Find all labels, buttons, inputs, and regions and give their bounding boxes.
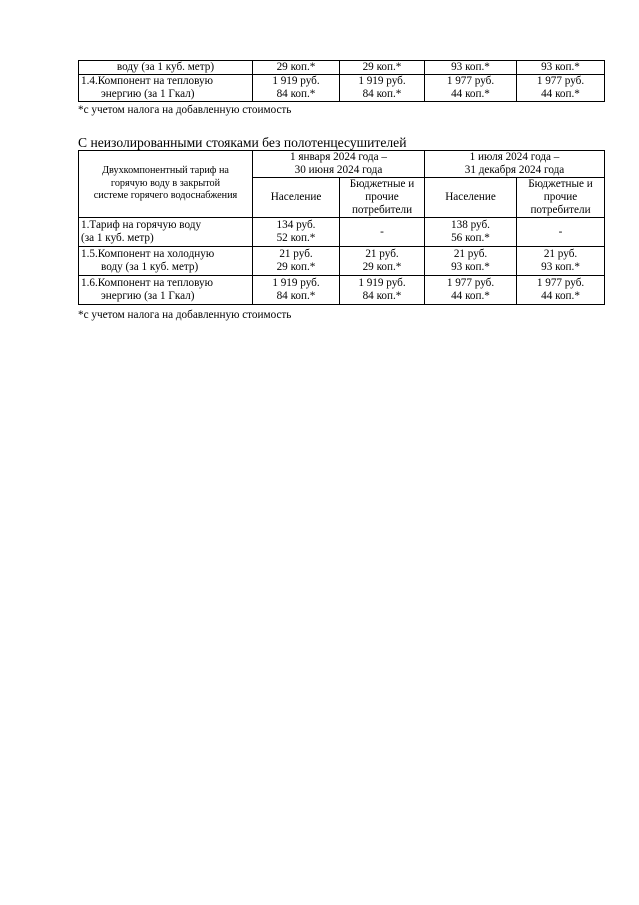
row-label: 1.6.Компонент на тепловую энергию (за 1 Гкал) (79, 276, 253, 305)
column-header: Бюджетные и прочие потребители (340, 178, 425, 218)
section-heading: С неизолированными стояками без полотенцесушителей (78, 135, 407, 150)
cell-value: 1 919 руб. 84 коп.* (340, 276, 425, 305)
cell-value: 1 977 руб. 44 коп.* (517, 276, 605, 305)
period-header: 1 июля 2024 года – 31 декабря 2024 года (425, 151, 605, 178)
table-row (79, 61, 605, 75)
tariff-table-continued (78, 60, 605, 102)
cell-value: 1 919 руб. 84 коп.* (253, 75, 340, 102)
tariff-table (78, 150, 605, 305)
row-label: 1.4.Компонент на тепловую энергию (за 1 Гкал) (79, 75, 253, 102)
column-header: Население (425, 178, 517, 218)
row-label: воду (за 1 куб. метр) (79, 61, 253, 75)
cell-value: 21 руб. 29 коп.* (340, 247, 425, 276)
table-row (79, 247, 605, 276)
period-header: 1 января 2024 года – 30 июня 2024 года (253, 151, 425, 178)
cell-value: 21 руб. 93 коп.* (517, 247, 605, 276)
cell-value: 1 919 руб. 84 коп.* (253, 276, 340, 305)
cell-value: - (340, 218, 425, 247)
cell-value: 93 коп.* (425, 61, 517, 75)
cell-value: 93 коп.* (517, 61, 605, 75)
table-row (79, 75, 605, 102)
row-label: 1.5.Компонент на холодную воду (за 1 куб. метр) (79, 247, 253, 276)
table-row (79, 218, 605, 247)
row-label: 1.Тариф на горячую воду (за 1 куб. метр) (79, 218, 253, 247)
cell-value: 21 руб. 93 коп.* (425, 247, 517, 276)
cell-value: - (517, 218, 605, 247)
header-row (79, 151, 605, 178)
footnote: *с учетом налога на добавленную стоимость (78, 309, 292, 321)
cell-value: 134 руб. 52 коп.* (253, 218, 340, 247)
cell-value: 21 руб. 29 коп.* (253, 247, 340, 276)
cell-value: 138 руб. 56 коп.* (425, 218, 517, 247)
footnote: *с учетом налога на добавленную стоимость (78, 104, 292, 116)
cell-value: 1 919 руб. 84 коп.* (340, 75, 425, 102)
corner-header: Двухкомпонентный тариф на горячую воду в закрытой системе горячего водоснабжения (79, 151, 253, 218)
column-header: Бюджетные и прочие потребители (517, 178, 605, 218)
cell-value: 1 977 руб. 44 коп.* (425, 276, 517, 305)
column-header: Население (253, 178, 340, 218)
cell-value: 1 977 руб. 44 коп.* (517, 75, 605, 102)
table-row (79, 276, 605, 305)
cell-value: 29 коп.* (253, 61, 340, 75)
cell-value: 1 977 руб. 44 коп.* (425, 75, 517, 102)
cell-value: 29 коп.* (340, 61, 425, 75)
